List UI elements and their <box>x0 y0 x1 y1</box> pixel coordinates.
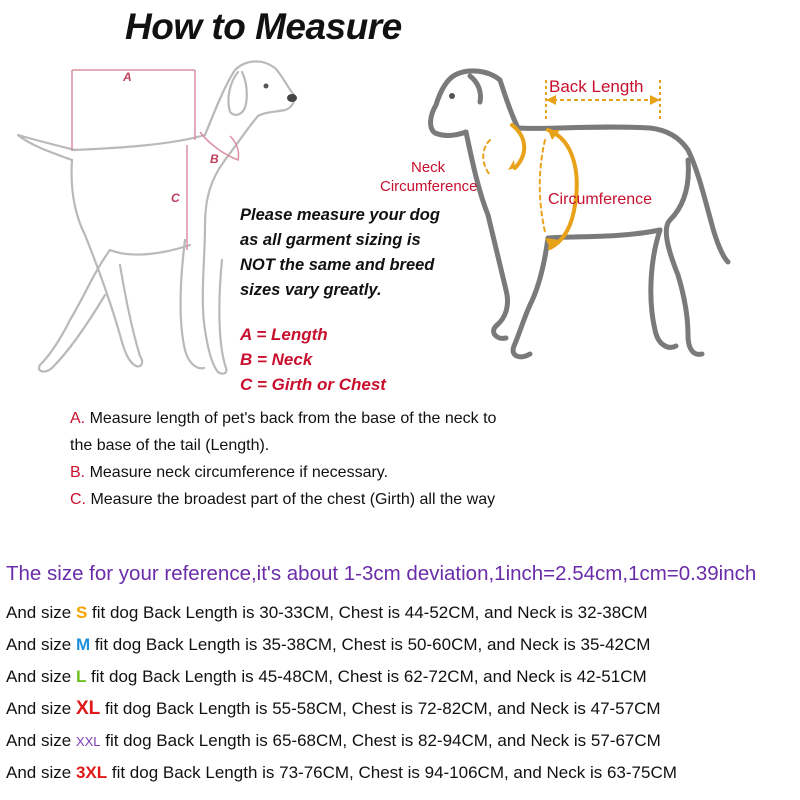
step-line <box>70 432 496 459</box>
size-row-s: And size S fit dog Back Length is 30-33CM, Chest is 44-52CM, and Neck is 32-38CM <box>6 597 677 629</box>
step-line <box>70 405 496 432</box>
size-label-xl: XL <box>75 698 101 719</box>
size-label-m: M <box>75 635 91 654</box>
page-title: How to Measure <box>125 6 402 47</box>
label-c: C <box>171 191 180 205</box>
step-key: A. <box>70 410 86 427</box>
size-chart <box>6 597 677 789</box>
measure-steps <box>70 405 496 513</box>
size-label-3xl: 3XL <box>75 763 108 782</box>
legend-girth: C = Girth or Chest <box>240 375 386 394</box>
step-text: the base of the tail (Length). <box>70 437 270 454</box>
step-key: B. <box>70 464 86 481</box>
measure-legend <box>240 322 386 397</box>
note-line: Please measure your dog <box>240 206 440 224</box>
size-row-xl: And size XL fit dog Back Length is 55-58CM, Chest is 72-82CM, and Neck is 47-57CM <box>6 693 677 725</box>
size-label-l: L <box>75 667 87 686</box>
size-row-l: And size L fit dog Back Length is 45-48CM, Chest is 62-72CM, and Neck is 42-51CM <box>6 661 677 693</box>
back-length-label: Back Length <box>549 77 644 96</box>
step-text: Measure length of pet's back from the base of the neck to <box>85 410 497 427</box>
size-row-3xl: And size 3XL fit dog Back Length is 73-76CM, Chest is 94-106CM, and Neck is 63-75CM <box>6 757 677 789</box>
size-row-m: And size M fit dog Back Length is 35-38CM, Chest is 50-60CM, and Neck is 35-42CM <box>6 629 677 661</box>
size-row-xxl: And size XXL fit dog Back Length is 65-68CM, Chest is 82-94CM, and Neck is 57-67CM <box>6 725 677 757</box>
size-label-xxl: XXL <box>75 734 101 749</box>
label-b: B <box>210 152 219 166</box>
neck-label: Neck <box>411 159 446 176</box>
step-line <box>70 486 496 513</box>
body-circumference-label: Circumference <box>548 191 653 208</box>
size-reference-note: The size for your reference,it's about 1-3cm deviation,1inch=2.54cm,1cm=0.39inch <box>6 562 757 585</box>
step-key: C. <box>70 491 86 508</box>
step-text: Measure neck circumference if necessary. <box>85 464 389 481</box>
note-line: as all garment sizing is <box>240 231 421 249</box>
note-line: NOT the same and breed <box>240 256 435 274</box>
neck-circumference-arrows <box>483 125 524 175</box>
sizing-note <box>240 203 440 303</box>
size-label-s: S <box>75 603 88 622</box>
circumference-label-neck: Circumference <box>380 178 478 195</box>
note-line: sizes vary greatly. <box>240 281 382 299</box>
body-circumference-arrows <box>540 130 577 248</box>
label-a: A <box>123 70 132 84</box>
right-dog-outline <box>431 71 728 357</box>
step-line <box>70 459 496 486</box>
legend-neck: B = Neck <box>240 350 313 369</box>
step-text: Measure the broadest part of the chest (Girth) all the way <box>86 491 496 508</box>
legend-length: A = Length <box>240 325 328 344</box>
